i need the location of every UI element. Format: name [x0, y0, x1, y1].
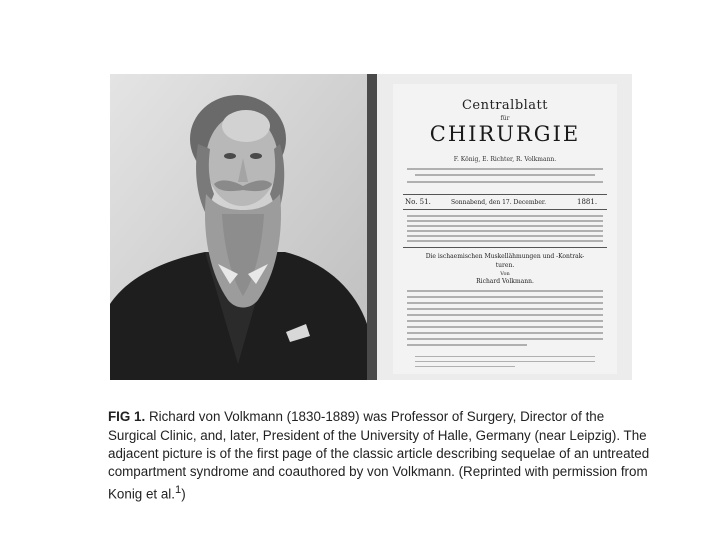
text-line [407, 320, 603, 322]
figure-caption [108, 408, 652, 503]
journal-page-image [377, 74, 632, 380]
text-line [407, 296, 603, 298]
footnote-line [415, 356, 595, 357]
text-line [407, 332, 603, 334]
text-line [407, 230, 603, 232]
journal-editors: F. König, E. Richter, R. Volkmann. [453, 156, 557, 163]
text-line [407, 338, 603, 340]
caption-closing: ) [181, 486, 186, 502]
issue-year: 1881. [577, 198, 598, 206]
text-line [407, 220, 603, 222]
article-author: Richard Volkmann. [476, 278, 534, 285]
caption-text: Richard von Volkmann (1830-1889) was Professor of Surgery, Director of the Surgical Clinic, and, later, President of the University of Halle, Germany (near Leipzig). The adjacent picture is of the first page of the classic article describing sequelae of an untreated compartment syndrome and coauthored by von Volkmann. (Reprinted with permission from Konig et al. [108, 409, 650, 502]
text-line [407, 181, 603, 183]
text-line [407, 314, 603, 316]
journal-fur: für [500, 115, 510, 122]
text-line [415, 174, 595, 176]
text-line [407, 215, 603, 217]
journal-subject: CHIRURGIE [429, 122, 581, 146]
issue-date: Sonnabend, den 17. December. [451, 199, 547, 206]
figure-panel [110, 74, 632, 380]
text-line [407, 168, 603, 170]
text-line [407, 308, 603, 310]
rule-line [403, 247, 607, 248]
text-line [407, 290, 603, 292]
text-line [407, 240, 603, 242]
issue-number: No. 51. [405, 198, 431, 206]
footnote-line [415, 366, 515, 367]
portrait-illustration [110, 74, 367, 380]
text-line [407, 344, 527, 346]
portrait-photo [110, 74, 367, 380]
text-line [407, 225, 603, 227]
text-line [407, 326, 603, 328]
journal-title: Centralblatt [461, 98, 549, 113]
journal-page-sheet [393, 84, 617, 374]
figure-label: FIG 1. [108, 409, 146, 425]
article-author-prefix: Von [500, 271, 510, 277]
rule-line [403, 209, 607, 210]
article-title-line1: Die ischaemischen Muskellähmungen und -Kontrak- [425, 253, 585, 260]
article-title-line2: turen. [495, 262, 515, 269]
text-line [407, 302, 603, 304]
caption-reference: 1 [175, 484, 182, 497]
rule-line [403, 194, 607, 195]
footnote-line [415, 361, 595, 362]
figure-gutter [367, 74, 377, 380]
text-line [407, 235, 603, 237]
